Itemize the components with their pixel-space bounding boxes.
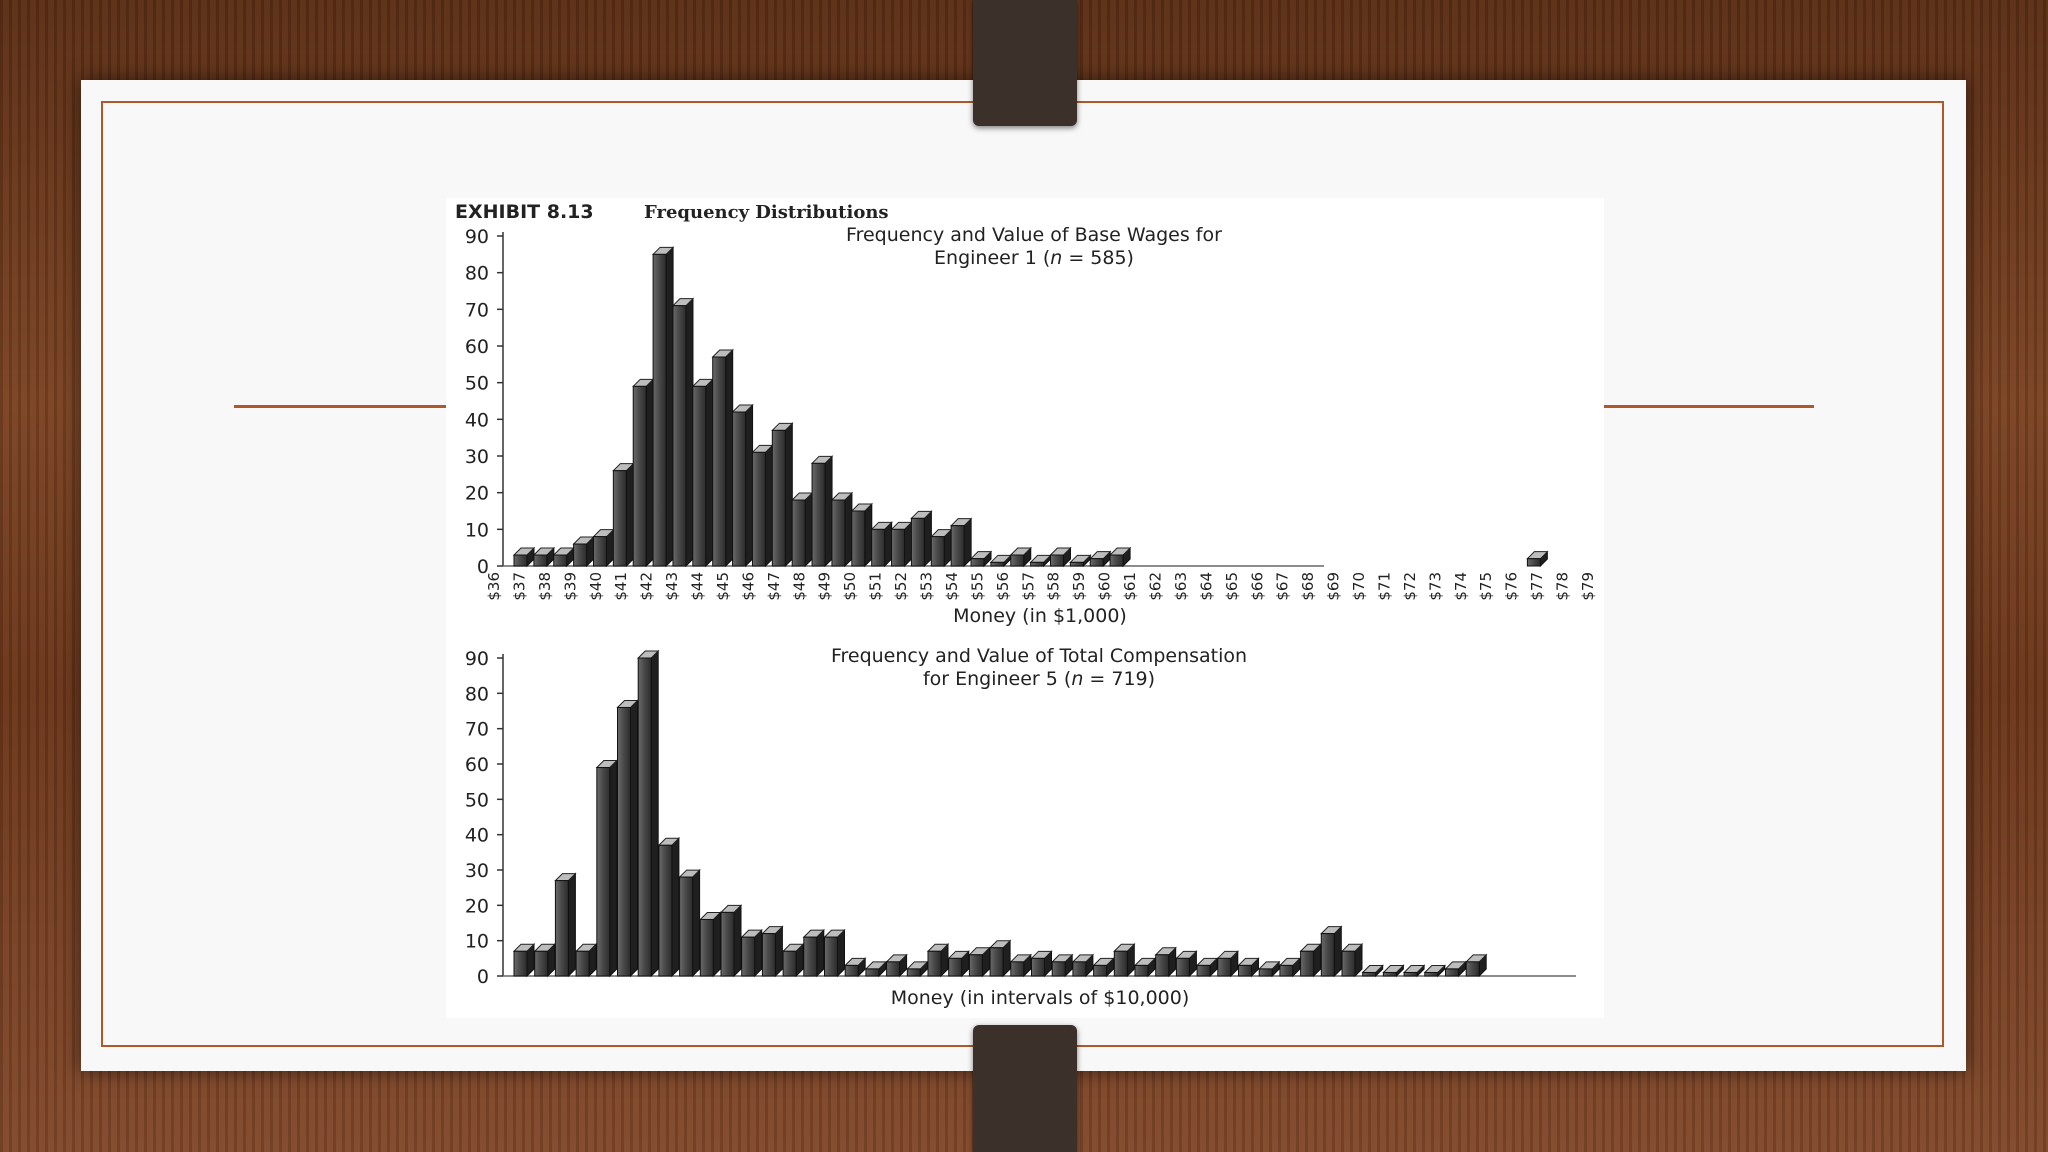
chart2-title-line2 — [923, 668, 1155, 690]
chart2-bar — [1176, 951, 1196, 976]
chart1-bar — [752, 445, 772, 566]
chart1-x-tick-label: $41 — [612, 572, 631, 601]
chart1-y-tick-label: 80 — [464, 262, 489, 285]
chart2-bar — [804, 930, 824, 976]
chart1-x-tick-label: $74 — [1451, 572, 1470, 601]
chart1-title-suffix: = 585) — [1062, 247, 1134, 269]
chart2-bar — [1259, 962, 1279, 976]
chart2-bar — [1073, 955, 1093, 976]
binder-clip-bottom — [973, 1025, 1077, 1152]
chart1-bar — [971, 552, 991, 566]
chart2-bar — [866, 962, 886, 976]
chart1-y-tick-label: 50 — [464, 372, 489, 395]
chart2-bar — [514, 944, 534, 976]
chart1-bar — [593, 530, 613, 566]
chart1-title-line2 — [934, 247, 1134, 269]
chart1-y-tick-label: 30 — [464, 446, 489, 468]
chart1-x-tick-label: $52 — [892, 572, 911, 601]
chart1-title-line1: Frequency and Value of Base Wages for — [846, 224, 1222, 246]
decorative-line-right — [1604, 405, 1814, 408]
chart1-bar — [1110, 548, 1130, 566]
chart2-y-tick-label: 90 — [464, 648, 489, 670]
chart1-x-tick-label: $46 — [739, 572, 758, 601]
chart2-bar — [742, 930, 762, 976]
chart1-bar — [733, 405, 753, 566]
chart2-bar — [1280, 958, 1300, 976]
chart1-bar — [673, 299, 693, 566]
chart2-bar — [721, 905, 741, 976]
chart2-y-tick-label: 20 — [464, 895, 489, 918]
chart1-x-tick-label: $70 — [1350, 572, 1369, 601]
chart2-bar — [659, 838, 679, 976]
chart1-x-tick-label: $75 — [1477, 572, 1496, 601]
chart1-bar — [812, 456, 832, 566]
chart1-x-tick-label: $55 — [968, 572, 987, 601]
chart1-x-tick-label: $63 — [1171, 572, 1190, 601]
chart2-bar — [1342, 944, 1362, 976]
chart-total-compensation — [465, 645, 1576, 1009]
chart1-y-tick-label: 60 — [464, 336, 489, 358]
chart1-x-tick-label: $67 — [1273, 572, 1292, 601]
chart2-bar — [762, 927, 782, 976]
chart1-bar — [792, 493, 812, 566]
chart1-bar — [633, 379, 653, 566]
chart2-bar — [1011, 955, 1031, 976]
chart2-bar — [1032, 951, 1052, 976]
chart1-x-tick-label: $78 — [1553, 572, 1572, 601]
chart2-bar — [1197, 958, 1217, 976]
chart1-bar — [534, 548, 554, 566]
chart2-bar — [928, 944, 948, 976]
chart1-title-prefix: Engineer 1 ( — [934, 247, 1051, 269]
decorative-line-left — [234, 405, 446, 408]
chart1-x-tick-label: $37 — [510, 572, 529, 601]
chart2-bar — [618, 700, 638, 976]
chart1-y-tick-label: 70 — [464, 299, 489, 322]
chart1-x-tick-label: $66 — [1248, 572, 1267, 601]
chart1-y-tick-label: 20 — [464, 482, 489, 505]
chart2-bar — [1156, 948, 1176, 976]
chart1-x-label: Money (in $1,000) — [953, 605, 1127, 627]
chart1-x-tick-label: $51 — [866, 572, 885, 601]
chart1-x-tick-label: $61 — [1121, 572, 1140, 601]
chart2-bar — [1135, 958, 1155, 976]
chart1-y-tick-label: 90 — [464, 226, 489, 248]
chart1-x-tick-label: $71 — [1375, 572, 1394, 601]
chart1-bar — [514, 548, 534, 566]
chart2-bar — [535, 944, 555, 976]
chart2-bar — [1052, 955, 1072, 976]
exhibit-svg — [446, 198, 1604, 1018]
chart1-x-tick-label: $65 — [1222, 572, 1241, 601]
chart2-bar — [990, 941, 1010, 976]
chart1-x-tick-label: $53 — [917, 572, 936, 601]
chart1-bar — [892, 522, 912, 566]
chart1-x-tick-label: $50 — [841, 572, 860, 601]
chart1-bar — [1527, 552, 1547, 566]
chart2-title-var: n — [1071, 668, 1084, 690]
chart1-x-tick-label: $72 — [1400, 572, 1419, 601]
chart2-bar — [969, 948, 989, 976]
chart1-x-tick-label: $59 — [1070, 572, 1089, 601]
chart1-x-tick-label: $36 — [485, 572, 503, 601]
chart1-x-tick-label: $76 — [1502, 572, 1521, 601]
chart1-bar — [1011, 548, 1031, 566]
chart1-x-tick-label: $47 — [764, 572, 783, 601]
chart2-bar — [1466, 955, 1486, 976]
chart1-x-tick-label: $54 — [942, 572, 961, 601]
chart2-y-tick-label: 60 — [464, 754, 489, 776]
chart1-y-axis — [465, 226, 1324, 578]
chart1-x-tick-label: $62 — [1146, 572, 1165, 601]
chart1-bar — [653, 247, 673, 566]
chart1-x-tick-label: $49 — [815, 572, 834, 601]
chart2-bar — [1114, 944, 1134, 976]
chart1-x-tick-label: $73 — [1426, 572, 1445, 601]
chart1-bar — [1070, 555, 1090, 566]
chart2-bar — [949, 951, 969, 976]
chart2-bar — [1383, 965, 1403, 976]
chart2-bar — [1321, 927, 1341, 976]
chart1-x-tick-label: $48 — [790, 572, 809, 601]
chart1-x-tick-label: $40 — [586, 572, 605, 601]
chart1-bar — [951, 519, 971, 566]
chart1-x-tick-label: $79 — [1579, 572, 1597, 601]
chart1-x-tick-label: $68 — [1299, 572, 1318, 601]
exhibit-figure — [446, 198, 1604, 1018]
chart2-bar — [783, 944, 803, 976]
chart2-x-label: Money (in intervals of $10,000) — [890, 987, 1190, 1009]
chart2-bar — [1404, 965, 1424, 976]
chart2-bar — [887, 955, 907, 976]
chart2-y-tick-label: 70 — [464, 718, 489, 741]
chart1-bars — [514, 247, 1547, 566]
chart1-x-tick-label: $43 — [663, 572, 682, 601]
chart2-y-tick-label: 30 — [464, 860, 489, 882]
chart2-bar — [1425, 965, 1445, 976]
exhibit-title: Frequency Distributions — [644, 202, 889, 223]
chart1-bar — [931, 530, 951, 566]
chart2-y-tick-label: 10 — [464, 930, 489, 953]
chart1-bar — [574, 537, 594, 566]
chart2-bar — [680, 870, 700, 976]
chart2-bar — [597, 761, 617, 976]
chart1-bar — [613, 464, 633, 566]
chart1-bar — [1090, 552, 1110, 566]
binder-clip-top — [973, 0, 1077, 126]
chart1-x-tick-label: $39 — [561, 572, 580, 601]
chart2-bar — [638, 651, 658, 976]
chart2-bar — [1218, 951, 1238, 976]
chart2-y-tick-label: 0 — [476, 966, 489, 988]
chart1-x-tick-label: $44 — [688, 572, 707, 601]
chart1-x-ticks — [485, 572, 1597, 601]
chart2-y-tick-label: 80 — [464, 683, 489, 706]
chart1-y-tick-label: 0 — [476, 556, 489, 578]
chart2-bar — [1363, 965, 1383, 976]
chart2-y-tick-label: 40 — [464, 824, 489, 847]
chart1-bar — [693, 379, 713, 566]
chart1-title-var: n — [1050, 247, 1063, 269]
chart1-bar — [991, 555, 1011, 566]
chart2-title-suffix: = 719) — [1083, 668, 1156, 690]
chart1-x-tick-label: $60 — [1095, 572, 1114, 601]
chart1-x-tick-label: $69 — [1324, 572, 1343, 601]
chart1-x-tick-label: $38 — [535, 572, 554, 601]
chart1-y-tick-label: 10 — [464, 519, 489, 542]
chart2-bar — [1446, 962, 1466, 976]
chart1-bar — [554, 548, 574, 566]
chart2-bar — [1301, 944, 1321, 976]
chart1-bar — [1031, 555, 1051, 566]
chart1-bar — [1050, 548, 1070, 566]
chart1-bar — [772, 423, 792, 566]
chart1-x-tick-label: $56 — [993, 572, 1012, 601]
chart1-bar — [872, 522, 892, 566]
chart2-title-prefix: for Engineer 5 ( — [922, 668, 1072, 690]
chart2-bar — [700, 912, 720, 976]
chart1-bar — [713, 350, 733, 566]
chart2-bars — [514, 651, 1486, 976]
chart2-bar — [1094, 958, 1114, 976]
chart2-bar — [1239, 958, 1259, 976]
chart2-y-tick-label: 50 — [464, 789, 489, 812]
chart1-y-tick-label: 40 — [464, 409, 489, 432]
chart1-bar — [832, 493, 852, 566]
exhibit-number: EXHIBIT 8.13 — [455, 201, 594, 223]
chart1-x-tick-label: $58 — [1044, 572, 1063, 601]
chart1-x-tick-label: $57 — [1019, 572, 1038, 601]
chart2-title-line1: Frequency and Value of Total Compensation — [830, 645, 1248, 667]
chart2-bar — [845, 958, 865, 976]
chart1-x-tick-label: $45 — [713, 572, 732, 601]
chart1-bar — [852, 504, 872, 566]
chart1-bar — [911, 511, 931, 566]
chart1-x-tick-label: $77 — [1528, 572, 1547, 601]
chart2-bar — [555, 874, 575, 976]
chart1-x-tick-label: $42 — [637, 572, 656, 601]
chart2-bar — [907, 962, 927, 976]
chart-base-wages — [465, 224, 1597, 627]
chart1-x-tick-label: $64 — [1197, 572, 1216, 601]
chart2-bar — [576, 944, 596, 976]
chart2-bar — [825, 930, 845, 976]
